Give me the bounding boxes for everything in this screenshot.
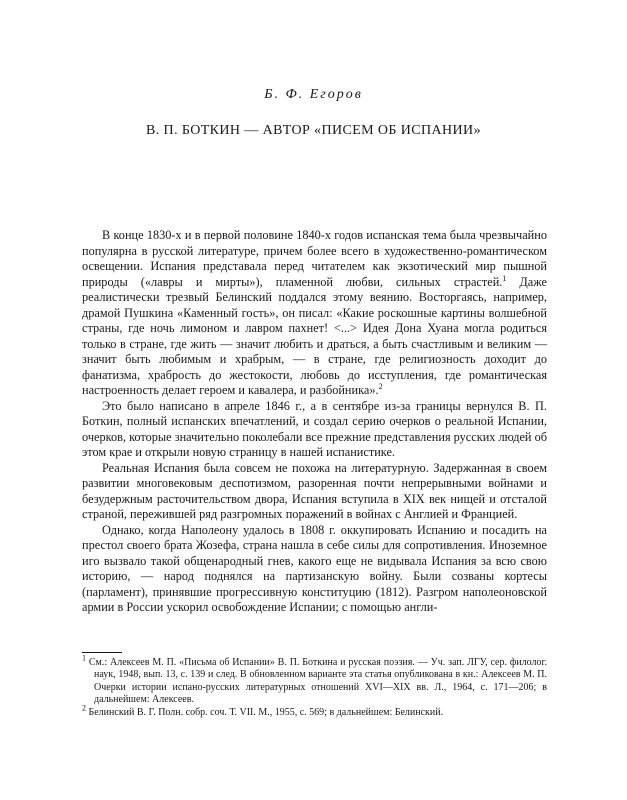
footnote-2 [82,703,547,719]
paragraph-1-text: В конце 1830-х и в первой половине 1840-х годов испанская тема была чрезвычайно популярна в русской литературе, причем более всего в художественно-романтическом освещении. Испания представала перед читателем как экзотический мир пышной природы («лавры и мирты»), пламенной любви, сильных страстей. [82,228,547,289]
footnote-1 [82,653,548,707]
paragraph-1 [82,228,547,399]
author-name: Б. Ф. Егоров [264,87,363,102]
footnote-2-mark: 2 [82,703,86,713]
footnotes [82,653,548,719]
footnote-ref-1[interactable]: 1 [502,273,507,283]
paragraph-2: Это было написано в апреле 1846 г., а в сентябре из-за границы вернулся В. П. Боткин, полный испанских впечатлений, и создал серию очерков о реальной Испании, очерков, которые значительно поколебали все прежние представления русских людей об этом крае и открыли новую страницу в нашей испанистике. [82,398,547,459]
article-body [82,228,547,616]
footnote-1-text: См.: Алексеев М. П. «Письма об Испании» В. П. Боткина и русская поэзия. — Уч. зап. ЛГУ, сер. филолог. наук, 1948, вып. 13, с. 139 и след. В обновленном варианте эта статья опубликована в кн.: Алексеев М. П. Очерки истории испано-русских литературных отношений XVI—XIX вв. Л., 1964, с. 171—206; в дальнейшем: Алексеев. [88,657,548,706]
paragraph-4: Однако, когда Наполеону удалось в 1808 г. оккупировать Испанию и посадить на престол своего брата Жозефа, страна нашла в себе силы для сопротивления. Иноземное иго вызвало такой общенародный гнев, какого еще не видывала Испания за всю свою историю, — народ поднялся на партизанскую войну. Были созваны кортесы (парламент), принявшие прогрессивную конституцию (1812). Разгром наполеоновской армии в России ускорил освобождение Испании; с помощью англи- [82,522,547,614]
footnote-1-mark: 1 [82,653,86,663]
article-title: В. П. БОТКИН — АВТОР «ПИСЕМ ОБ ИСПАНИИ» [146,123,481,138]
paragraph-1-tail: Даже реалистически трезвый Белинский поддался этому веянию. Восторгаясь, например, драмой Пушкина «Каменный гость», он писал: «Какие роскошные картины волшебной страны, где ночь лимоном и лавром пахнет! <...> Идея Дона Хуана могла родиться только в стране, где жить — значит любить и драться, а быть счастливым и великим — значит быть любимым и храбрым, — в стране, где религиозность доходит до фанатизма, храбрость до жестокости, любовь до исступления, где романтическая настроенность делает героем и кавалера, и разбойника». [82,274,547,397]
footnote-divider [82,652,122,653]
footnote-2-text: Белинский В. Г. Полн. собр. соч. Т. VII. М., 1955, с. 569; в дальнейшем: Белинский. [88,706,444,718]
paragraph-3: Реальная Испания была совсем не похожа на литературную. Задержанная в своем развитии многовековым деспотизмом, разоренная почти непрерывными войнами и безудержным расточительством двора, Испания вступила в XIX век нищей и отсталой страной, пережившей ряд разгромных поражений в войнах с Англией и Францией. [82,460,547,521]
footnote-ref-2[interactable]: 2 [378,381,383,391]
